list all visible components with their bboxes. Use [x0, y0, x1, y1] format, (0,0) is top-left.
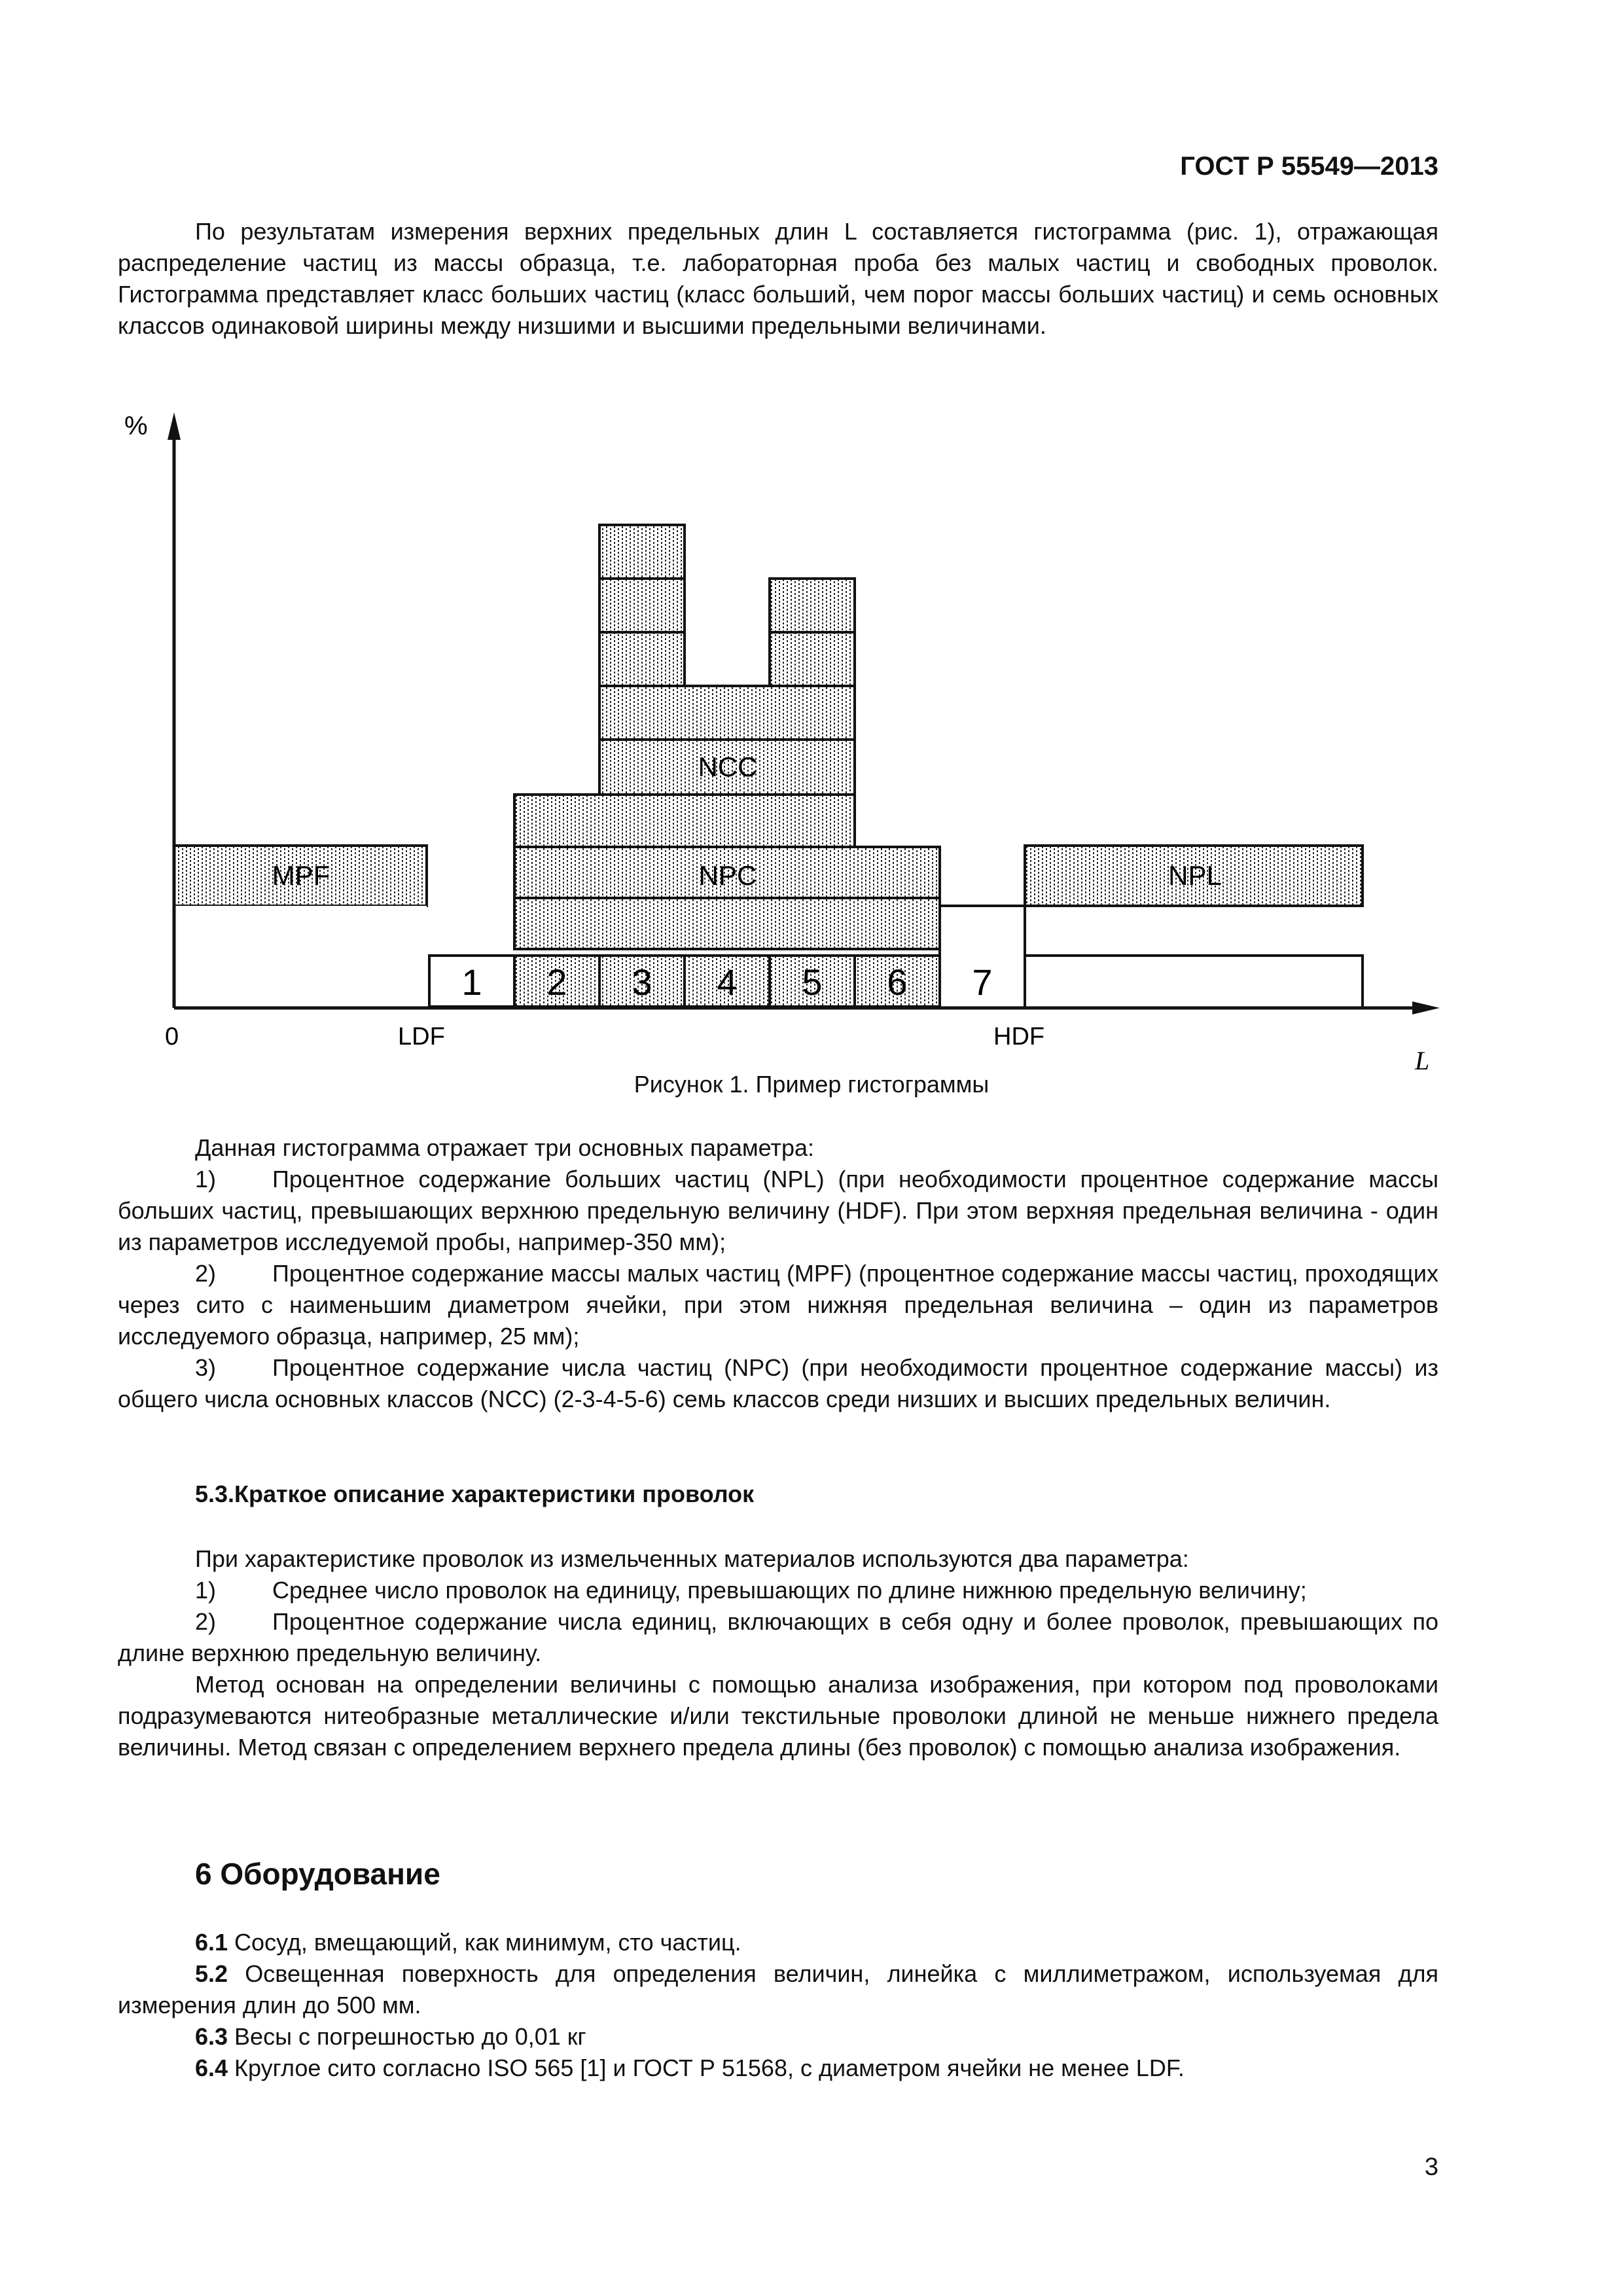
section-5-3-item-1 [118, 1575, 1438, 1606]
section-6-item-1 [118, 1927, 1438, 1958]
section-6-item-2-text: Освещенная поверхность для определения величин, линейка с миллиметражом, используемая для измерения длин до 500 мм. [118, 1960, 1438, 2018]
section-5-3-block [118, 1543, 1438, 1763]
params-block [118, 1132, 1438, 1415]
section-6-item-3-text: Весы с погрешностью до 0,01 кг [228, 2023, 586, 2050]
section-6-item-3-num: 6.3 [195, 2023, 228, 2050]
histogram-figure [0, 393, 1623, 1073]
params-item-3-num: 3) [195, 1354, 217, 1381]
class3-column [599, 525, 685, 686]
section-5-3-item-1-num: 1) [195, 1577, 217, 1604]
section-6-item-2 [118, 1958, 1438, 2021]
section-6-item-3 [118, 2021, 1438, 2053]
class-1-label: 1 [461, 961, 482, 1003]
section-5-3-item-2-num: 2) [195, 1608, 217, 1635]
section-6-item-4 [118, 2053, 1438, 2084]
class-2-label: 2 [546, 961, 567, 1003]
params-intro: Данная гистограмма отражает три основных параметра: [195, 1134, 815, 1161]
class-7-label: 7 [972, 961, 993, 1003]
hdf-label: HDF [993, 1023, 1045, 1050]
params-item-1-text: Процентное содержание больших частиц (NPL) (при необходимости процентное содержание массы больших частиц, превышающих верхнюю предельную величину (HDF). При этом верхняя предельная величина - один из параметров исследуемой пробы, например-350 мм); [118, 1166, 1438, 1255]
section-5-3-item-2-text: Процентное содержание числа единиц, включающих в себя одну и более проволок, превышающих по длине верхнюю предельную величину. [118, 1608, 1438, 1666]
params-item-2-text: Процентное содержание массы малых частиц (MPF) (процентное содержание массы частиц, проходящих через сито с наименьшим диаметром ячейки, при этом нижняя предельная величина – один из параметров исследуемого образца, например, 25 мм); [118, 1260, 1438, 1350]
section-6-item-2-num: 5.2 [195, 1960, 228, 1987]
params-item-3 [118, 1352, 1438, 1415]
intro-paragraph: По результатам измерения верхних предельных длин L составляется гистограмма (рис. 1), отражающая распределение частиц из массы образца, т.е. лабораторная проба без малых частиц и свободных проволок. Гистограмма представляет класс больших частиц (класс больший, чем порог массы больших частиц) и семь основных классов одинаковой ширины между низшими и высшими предельными величинами. [118, 218, 1438, 339]
figure-caption: Рисунок 1. Пример гистограммы [633, 1071, 990, 1098]
x-axis-arrow [1412, 1001, 1440, 1014]
ncc-label: NCC [698, 751, 758, 782]
section-5-3-item-1-text: Среднее число проволок на единицу, превышающих по длине нижнюю предельную величину; [272, 1577, 1307, 1604]
params-item-1 [118, 1164, 1438, 1258]
section-6-item-4-num: 6.4 [195, 2054, 228, 2081]
params-item-1-num: 1) [195, 1166, 217, 1193]
class5-column [770, 579, 855, 686]
x-axis-label: L [1415, 1046, 1430, 1073]
section-5-3-title: 5.3.Краткое описание характеристики проволок [195, 1480, 755, 1507]
origin-label: 0 [165, 1023, 179, 1050]
ldf-label: LDF [398, 1023, 445, 1050]
params-item-2-num: 2) [195, 1260, 217, 1287]
standard-header: ГОСТ Р 55549—2013 [1180, 152, 1438, 181]
section-5-3-method: Метод основан на определении величины с помощью анализа изображения, при котором под проволоками подразумеваются нитеобразные металлические и/или текстильные проволоки длиной не меньше нижнего предела величины. Метод связан с определением верхнего предела длины (без проволок) с помощью анализа изображения. [118, 1671, 1438, 1761]
y-axis-label: % [124, 412, 148, 440]
class-3-label: 3 [632, 961, 652, 1003]
class-6-label: 6 [887, 961, 908, 1003]
npl-label: NPL [1168, 860, 1222, 891]
section-5-3-item-2 [118, 1606, 1438, 1669]
class-4-label: 4 [717, 961, 738, 1003]
y-axis-arrow [168, 412, 181, 440]
section-6-item-1-num: 6.1 [195, 1929, 228, 1956]
page-number: 3 [1424, 2153, 1438, 2181]
params-item-2 [118, 1258, 1438, 1352]
section-6-item-4-text: Круглое сито согласно ISO 565 [1] и ГОСТ Р 51568, с диаметром ячейки не менее LDF. [228, 2054, 1185, 2081]
section-5-3-intro: При характеристике проволок из измельченных материалов используются два параметра: [195, 1545, 1189, 1572]
section-6-title: 6 Оборудование [195, 1857, 440, 1891]
mpf-label: MPF [272, 860, 330, 891]
params-item-3-text: Процентное содержание числа частиц (NPC) (при необходимости процентное содержание массы) из общего числа основных классов (NCC) (2-3-4-5-6) семь классов среди низших и высших предельных величин. [118, 1354, 1438, 1412]
section-6-block [118, 1927, 1438, 2084]
section-6-item-1-text: Сосуд, вмещающий, как минимум, сто частиц. [228, 1929, 741, 1956]
class-5-label: 5 [802, 961, 823, 1003]
npc-label: NPC [698, 860, 757, 891]
